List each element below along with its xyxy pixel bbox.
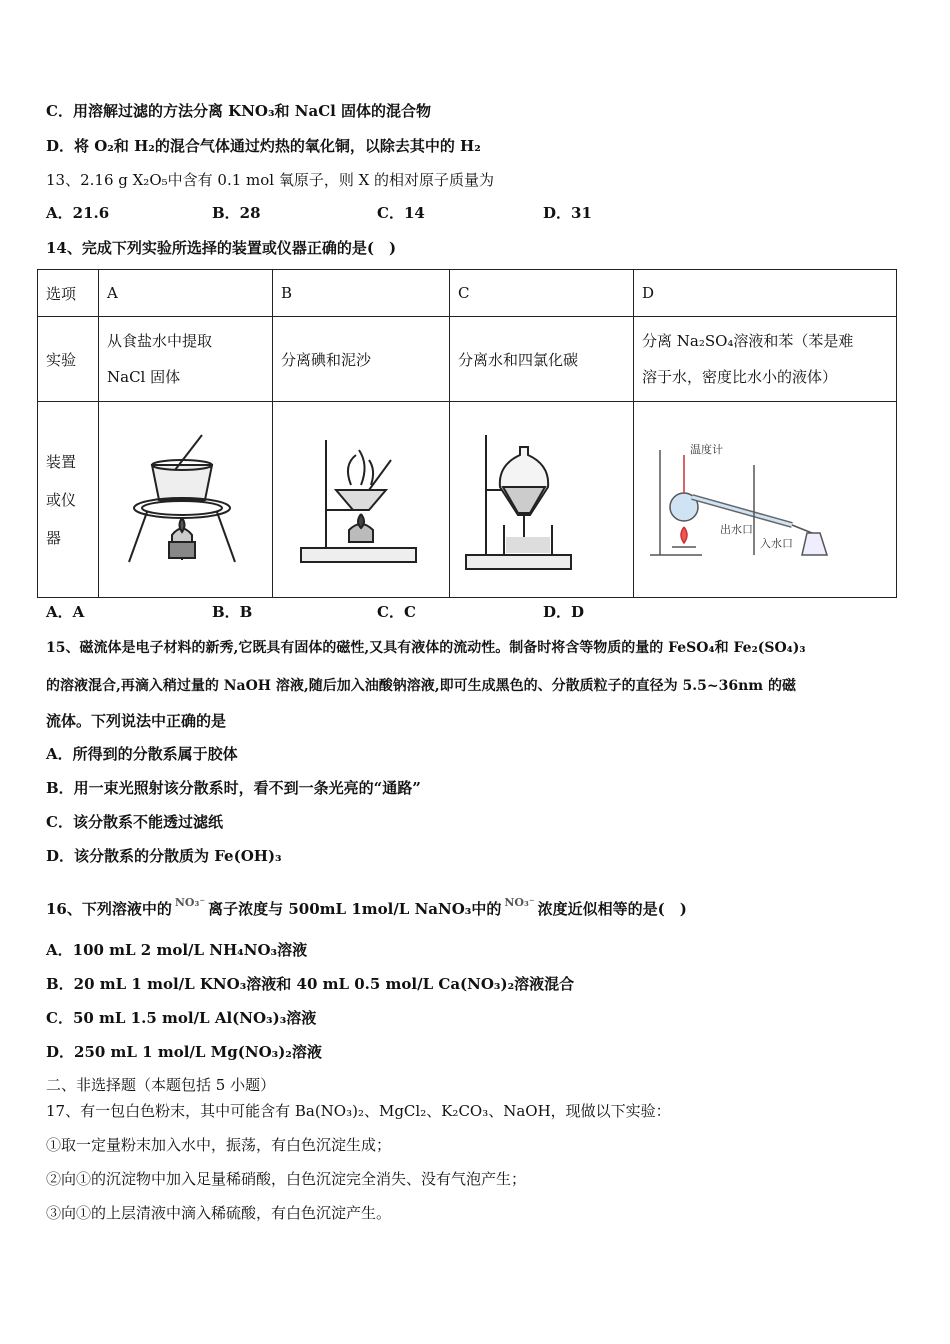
table-experiment-row (38, 317, 897, 402)
thermometer-label: 温度计 (690, 442, 723, 456)
apparatus-label-3: 器 (46, 528, 62, 547)
water-out-label: 出水口 (720, 522, 753, 536)
water-in-label: 入水口 (760, 536, 793, 550)
evaporation-apparatus-icon (107, 430, 257, 570)
apparatus-b (273, 402, 450, 598)
q13-option-c: C．14 (377, 204, 425, 222)
q17-step-2: ②向①的沉淀物中加入足量稀硝酸，白色沉淀完全消失、没有气泡产生； (46, 1170, 527, 1188)
q16-option-b: B．20 mL 1 mol/L KNO₃溶液和 40 mL 0.5 mol/L Ca(NO₃)₂溶液混合 (46, 975, 575, 993)
apparatus-label (38, 402, 99, 598)
q13-option-d: D．31 (543, 204, 592, 222)
apparatus-a (99, 402, 273, 598)
nitrate-ion-formula-2: NO₃⁻ (504, 896, 535, 909)
q17-step-1: ①取一定量粉末加入水中，振荡，有白色沉淀生成； (46, 1136, 392, 1154)
sublimation-apparatus-icon (281, 430, 431, 570)
experiment-label: 实验 (38, 317, 99, 402)
experiment-d (634, 317, 897, 402)
q13-option-b: B．28 (212, 204, 261, 222)
q13-option-a: A．21.6 (46, 204, 110, 222)
q14-table (37, 269, 897, 598)
experiment-a (99, 317, 273, 402)
experiment-c: 分离水和四氯化碳 (450, 317, 634, 402)
q16-option-d: D．250 mL 1 mol/L Mg(NO₃)₂溶液 (46, 1043, 322, 1061)
q12-option-d: D．将 O₂和 H₂的混合气体通过灼热的氧化铜，以除去其中的 H₂ (46, 137, 481, 155)
experiment-a-line2: NaCl 固体 (107, 368, 181, 386)
q17-stem: 17、有一包白色粉末，其中可能含有 Ba(NO₃)₂、MgCl₂、K₂CO₃、NaOH，现做以下实验： (46, 1102, 671, 1120)
apparatus-label-2: 或仪 (46, 490, 77, 509)
q15-stem-line1: 15、磁流体是电子材料的新秀,它既具有固体的磁性,又具有液体的流动性。制备时将含等物质的量的 FeSO₄和 Fe₂(SO₄)₃ (46, 640, 806, 656)
header-d: D (634, 270, 897, 317)
q16-part3: 浓度近似相等的是( ) (537, 900, 687, 918)
experiment-d-line2: 溶于水，密度比水小的液体） (642, 368, 838, 386)
header-a: A (99, 270, 273, 317)
q16-option-a: A．100 mL 2 mol/L NH₄NO₃溶液 (46, 941, 308, 959)
experiment-a-line1: 从食盐水中提取 (107, 332, 213, 350)
header-c: C (450, 270, 634, 317)
q16-part2: 离子浓度与 500mL 1mol/L NaNO₃中的 (208, 900, 502, 918)
q16-option-c: C．50 mL 1.5 mol/L Al(NO₃)₃溶液 (46, 1009, 317, 1027)
q16-part1: 16、下列溶液中的 (46, 900, 172, 918)
q13-stem: 13、2.16 g X₂O₅中含有 0.1 mol 氧原子，则 X 的相对原子质量为 (46, 171, 495, 189)
q15-stem-line2: 的溶液混合,再滴入稍过量的 NaOH 溶液,随后加入油酸钠溶液,即可生成黑色的、分散质粒子的直径为 5.5~36nm 的磁 (46, 678, 796, 694)
q15-option-c: C．该分散系不能透过滤纸 (46, 813, 223, 831)
header-option: 选项 (38, 270, 99, 317)
q15-option-a: A．所得到的分散系属于胶体 (46, 745, 238, 763)
table-apparatus-row (38, 402, 897, 598)
experiment-b: 分离碘和泥沙 (273, 317, 450, 402)
section-2-heading: 二、非选择题（本题包括 5 小题） (46, 1076, 276, 1094)
apparatus-c (450, 402, 634, 598)
distillation-apparatus-icon (642, 435, 842, 565)
separatory-funnel-icon (458, 425, 608, 575)
nitrate-ion-formula: NO₃⁻ (174, 896, 206, 909)
q16-stem (46, 893, 687, 919)
apparatus-label-1: 装置 (46, 452, 77, 471)
q14-option-b: B．B (212, 603, 253, 621)
q14-option-c: C．C (377, 603, 416, 621)
q12-option-c: C．用溶解过滤的方法分离 KNO₃和 NaCl 固体的混合物 (46, 102, 432, 120)
header-b: B (273, 270, 450, 317)
q15-option-d: D．该分散系的分散质为 Fe(OH)₃ (46, 847, 282, 865)
q14-option-a: A．A (46, 603, 85, 621)
q17-step-3: ③向①的上层清液中滴入稀硫酸，有白色沉淀产生。 (46, 1204, 392, 1222)
experiment-d-line1: 分离 Na₂SO₄溶液和苯（苯是难 (642, 332, 854, 350)
apparatus-d (634, 402, 897, 598)
table-header-row (38, 270, 897, 317)
q14-option-d: D．D (543, 603, 585, 621)
q14-stem: 14、完成下列实验所选择的装置或仪器正确的是( ) (46, 239, 397, 257)
q15-option-b: B．用一束光照射该分散系时，看不到一条光亮的“通路” (46, 779, 421, 797)
q15-stem-line3: 流体。下列说法中正确的是 (46, 712, 227, 730)
